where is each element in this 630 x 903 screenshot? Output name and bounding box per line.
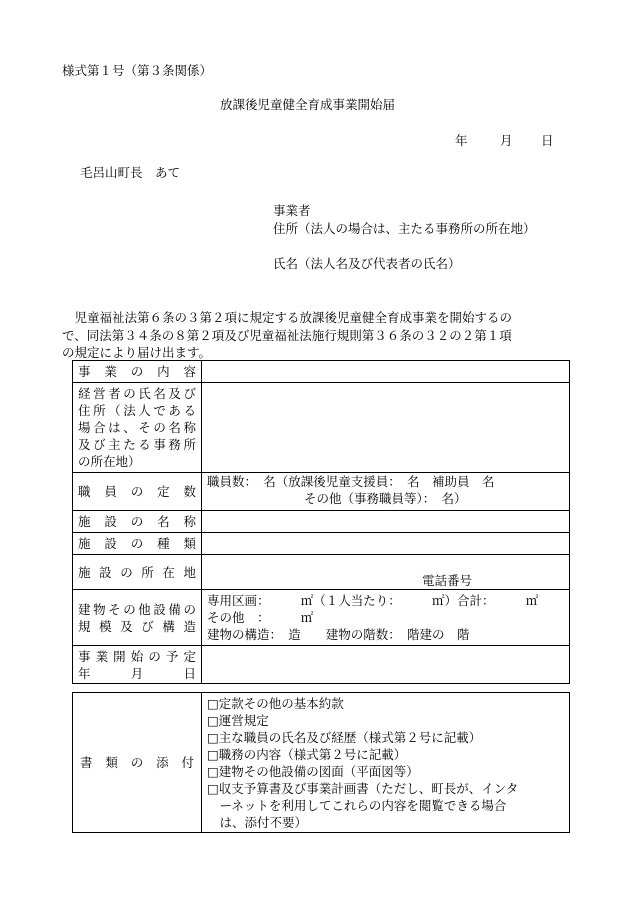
row-value[interactable] bbox=[202, 646, 570, 684]
attachments-label: 書類の添付 bbox=[73, 693, 202, 833]
row-value[interactable] bbox=[202, 473, 570, 511]
date-day: 日 bbox=[541, 133, 554, 148]
applicant-address-label: 住所（法人の場合は、主たる事務所の所在地） bbox=[273, 221, 536, 236]
applicant-name-label: 氏名（法人名及び代表者の氏名） bbox=[273, 256, 461, 271]
applicant-label: 事業者 bbox=[273, 203, 311, 218]
body-line: 児童福祉法第６条の３第２項に規定する放課後児童健全育成事業を開始するの bbox=[74, 310, 513, 325]
attachment-checkbox-articles[interactable]: □定款その他の基本約款 bbox=[207, 696, 344, 711]
row-label: 施設の名称 bbox=[73, 511, 202, 533]
row-label: 事業の内容 bbox=[73, 361, 202, 383]
row-value[interactable] bbox=[202, 533, 570, 555]
table-row bbox=[73, 361, 570, 383]
row-label: 事業開始の予定 年 月 日 bbox=[73, 646, 202, 684]
structure-line: 建物の構造： 造 建物の階数： 階建の 階 bbox=[207, 627, 470, 642]
row-value[interactable] bbox=[202, 590, 570, 646]
attachment-checkbox-rules[interactable]: □運営規定 bbox=[207, 713, 269, 728]
row-label: 職員の定数 bbox=[73, 473, 202, 511]
date-year: 年 bbox=[455, 133, 468, 148]
body-line: の規定により届け出ます。 bbox=[62, 345, 212, 360]
attachment-checkbox-staff-history[interactable]: □主な職員の氏名及び経歴（様式第２号に記載） bbox=[207, 730, 482, 745]
attachment-note-line: は、添付不要） bbox=[219, 815, 308, 830]
attachment-checkbox-budget[interactable]: □収支予算書及び事業計画書（ただし、町長が、インタ bbox=[207, 781, 519, 796]
attachments-list bbox=[202, 693, 570, 833]
row-value[interactable] bbox=[202, 511, 570, 533]
staff-count-line: 職員数： 名（放課後児童支援員： 名 補助員 名 bbox=[207, 474, 495, 489]
attachment-checkbox-floor-plan[interactable]: □建物その他設備の図面（平面図等） bbox=[207, 764, 419, 779]
table-row bbox=[73, 533, 570, 555]
addressee: 毛呂山町長 あて bbox=[80, 165, 181, 180]
attachments-table bbox=[72, 692, 570, 833]
table-row bbox=[73, 555, 570, 590]
table-row bbox=[73, 383, 570, 473]
table-row bbox=[73, 693, 570, 833]
table-row bbox=[73, 511, 570, 533]
staff-other-line: その他（事務職員等）： 名） bbox=[304, 491, 467, 506]
date-month: 月 bbox=[500, 133, 513, 148]
table-row bbox=[73, 646, 570, 684]
phone-label: 電話番号 bbox=[422, 573, 473, 588]
body-paragraph bbox=[62, 309, 574, 362]
form-number: 様式第１号（第３条関係） bbox=[62, 63, 213, 78]
application-table bbox=[72, 360, 570, 684]
row-value[interactable] bbox=[202, 383, 570, 473]
row-label: 建物その他設備の 規模及び構造 bbox=[73, 590, 202, 646]
attachment-checkbox-duties[interactable]: □職務の内容（様式第２号に記載） bbox=[207, 747, 407, 762]
body-line: で、同法第３４条の８第２項及び児童福祉法施行規則第３６条の３２の２第１項 bbox=[62, 327, 512, 343]
row-value[interactable] bbox=[202, 361, 570, 383]
row-value[interactable] bbox=[202, 555, 570, 590]
page-title: 放課後児童健全育成事業開始届 bbox=[220, 97, 396, 112]
attachment-note-line: ーネットを利用してこれらの内容を閲覧できる場合 bbox=[219, 798, 507, 813]
row-label: 施設の所在地 bbox=[73, 555, 202, 590]
area-line: 専用区画： ㎡（１人当たり： ㎡）合計： ㎡ bbox=[207, 593, 539, 608]
row-label: 施設の種類 bbox=[73, 533, 202, 555]
table-row bbox=[73, 473, 570, 511]
other-area-line: その他 ： ㎡ bbox=[207, 610, 314, 625]
row-label: 経営者の氏名及び 住所（法人である 場合は、その名称 及び主たる事務所 の所在地） bbox=[73, 383, 202, 473]
table-row bbox=[73, 590, 570, 646]
